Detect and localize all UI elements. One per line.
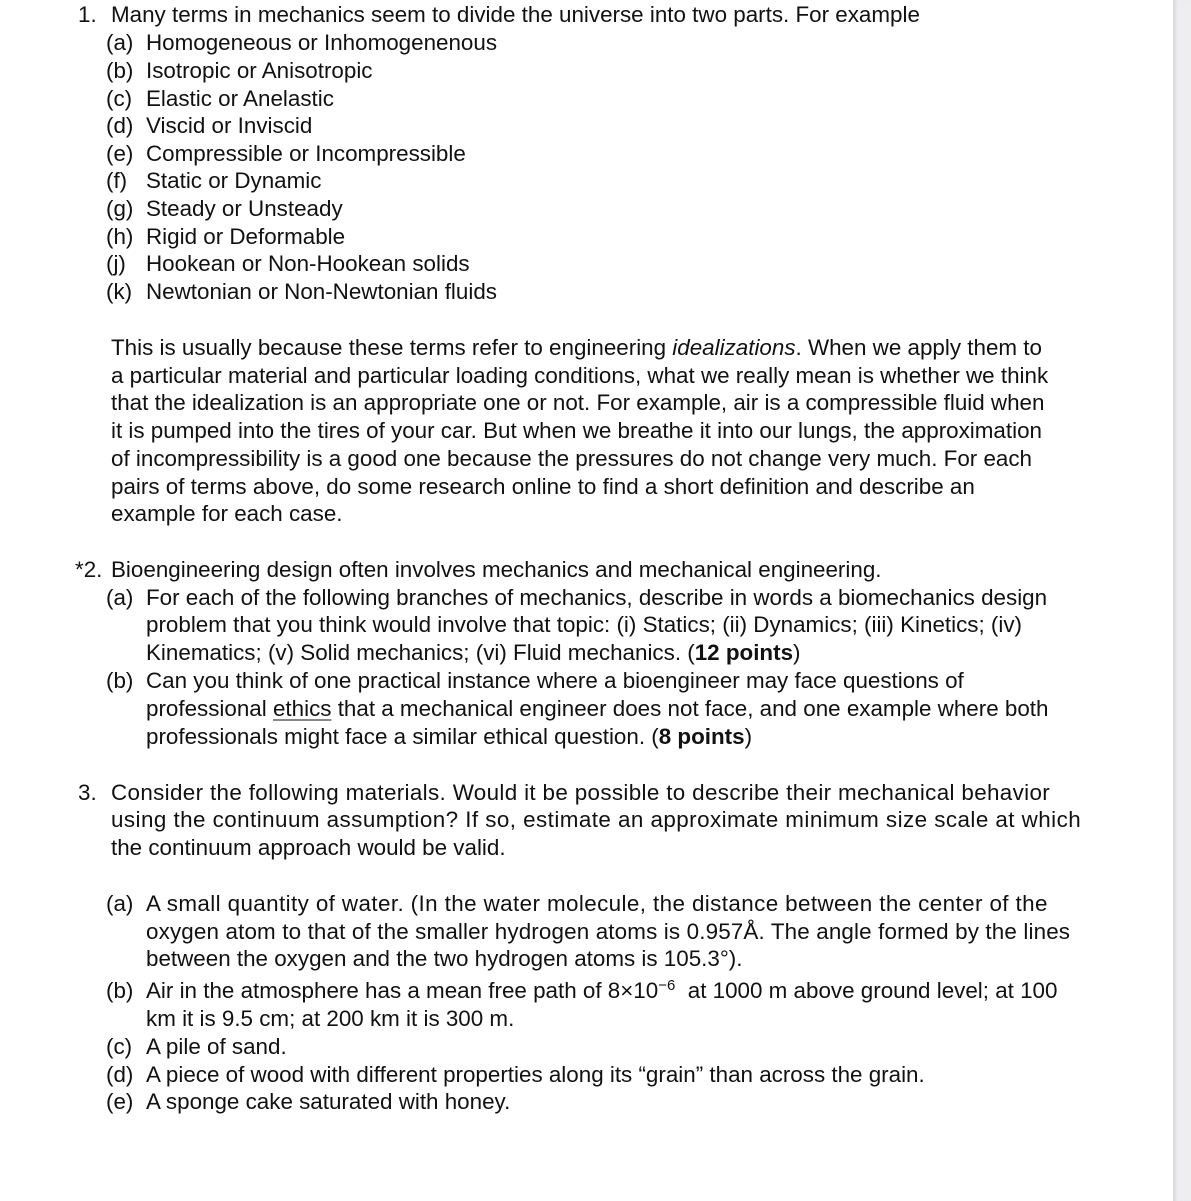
list-item: A piece of wood with different properties along its “grain” than across the grain. [146, 1062, 925, 1087]
item-label: (d) [106, 1062, 134, 1087]
item-label: (b) [106, 978, 134, 1003]
item-label: (e) [106, 141, 134, 166]
question-intro: Bioengineering design often involves mechanics and mechanical engineering. [111, 557, 882, 582]
question-intro: Many terms in mechanics seem to divide the universe into two parts. For example [111, 2, 920, 27]
list-item: Viscid or Inviscid [146, 113, 313, 138]
list-item: Hookean or Non-Hookean solids [146, 251, 470, 276]
list-item: Steady or Unsteady [146, 196, 343, 221]
item-label: (j) [106, 251, 126, 276]
item-label: (b) [106, 58, 134, 83]
question-number: 3. [78, 780, 97, 805]
item-label: (c) [106, 86, 133, 111]
ethics-link: ethics [272, 696, 332, 721]
item-label: (e) [106, 1089, 134, 1114]
emphasis: idealizations [672, 335, 796, 360]
item-label: (a) [106, 585, 134, 610]
list-item: Rigid or Deformable [146, 224, 346, 249]
item-label: (f) [106, 168, 128, 193]
item-label: (h) [106, 224, 134, 249]
item-label: (a) [106, 891, 134, 916]
question-number: *2. [75, 557, 103, 582]
item-label: (d) [106, 113, 134, 138]
exponent: −6 [658, 977, 676, 994]
question-number: 1. [78, 2, 97, 27]
list-item: Isotropic or Anisotropic [146, 58, 373, 83]
item-label: (c) [106, 1034, 133, 1059]
item-label: (g) [106, 196, 134, 221]
item-label: (b) [106, 668, 134, 693]
list-item: Compressible or Incompressible [146, 141, 466, 166]
item-label: (k) [106, 279, 133, 304]
side-panel [1173, 0, 1191, 1201]
list-item: Static or Dynamic [146, 168, 322, 193]
points-badge: 12 points [694, 640, 794, 665]
points-badge: 8 points [658, 724, 745, 749]
list-item: Elastic or Anelastic [146, 86, 334, 111]
document-page: 1. Many terms in mechanics seem to divide the universe into two parts. For example (a) Homogeneous or Inhomogenenous (b) Isotropic or Anisotropic (c) Elastic or Anelastic (d) Viscid or Inviscid (e) Compressible or Incompressible (f) Static or Dynamic (g) Steady or Unsteady (h) Rigid or Deformable (j) Hookean or Non-Hookean solids (k) Newtonian or Non-Newtonian fluids This is usually because these terms refer to engineering idealizations. When we apply them to a particular material and particular loading conditions, what we really mean is whether we think that the idealization is an appropriate one or not. For example, air is a compressible fluid when it is pumped into the tires of your car. But when we breathe it into our lungs, the approximation of incompressibility is a good one because the pressures do not change very much. For each pairs of terms above, do some research online to find a short definition and describe an example for each case. *2. Bioengineering design often involves mechanics and mechanical engineering. (a) For each of the following branches of mechanics, describe in words a biomechanics design problem that you think would involve that topic: (i) Statics; (ii) Dynamics; (iii) Kinetics; (iv) Kinematics; (v) Solid mechanics; (vi) Fluid mechanics. (12 points) (b) Can you think of one practical instance where a bioengineer may face questions of professional ethics that a mechanical engineer does not face, and one example where both professionals might face a similar ethical question. (8 points) 3. Consider the following materials. Would it be possible to describe their mechanical behavior using the continuum assumption? If so, estimate an approximate minimum size scale at which the continuum approach would be valid. (a) A small quantity of water. (In the water molecule, the distance between the center of the oxygen atom to that of the smaller hydrogen atoms is 0.957Å. The angle formed by the lines between the oxygen and the two hydrogen atoms is 105.3°). (b) Air in the atmosphere has a mean free path of $8\times 10^{-6}$ at 1000 m above ground level; at 100 km it is 9.5 cm; at 200 km it is 300 m. (c) A pile of sand. (d) A piece of wood with different properties along its “grain” than across the grain. (e) A sponge cake saturated with honey. [0, 0, 1173, 1201]
list-item: A sponge cake saturated with honey. [146, 1089, 511, 1114]
list-item: Newtonian or Non-Newtonian fluids [146, 279, 497, 304]
list-item: A pile of sand. [146, 1034, 287, 1059]
list-item: Homogeneous or Inhomogenenous [146, 30, 498, 55]
item-label: (a) [106, 30, 134, 55]
